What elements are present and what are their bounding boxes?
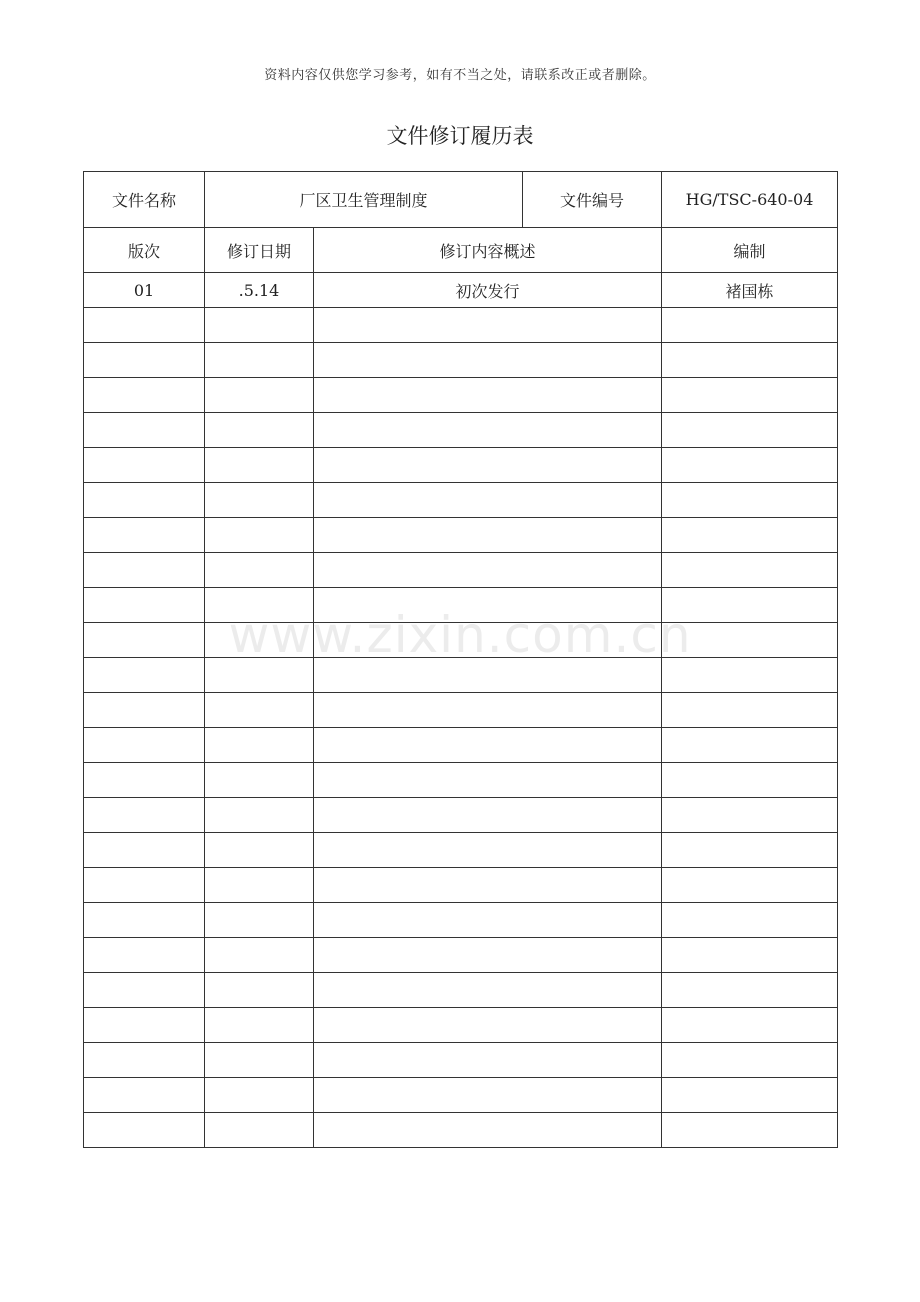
cell-author [662, 343, 838, 378]
table-row [84, 868, 838, 903]
cell-date [205, 1008, 314, 1043]
cell-author [662, 1043, 838, 1078]
cell-summary [314, 483, 662, 518]
cell-version [84, 378, 205, 413]
cell-summary [314, 938, 662, 973]
document-info-row [84, 172, 838, 228]
table-row [84, 308, 838, 343]
cell-author [662, 1008, 838, 1043]
cell-summary [314, 763, 662, 798]
cell-version [84, 483, 205, 518]
cell-date [205, 763, 314, 798]
cell-version [84, 413, 205, 448]
disclaimer-notice: 资料内容仅供您学习参考，如有不当之处，请联系改正或者删除。 [264, 68, 656, 83]
table-row [84, 833, 838, 868]
header-version: 版次 [84, 228, 205, 273]
watermark: www.zixin.com.cn [228, 606, 692, 664]
cell-author: 褚国栋 [662, 273, 838, 308]
cell-author [662, 763, 838, 798]
cell-date [205, 378, 314, 413]
document-name-label: 文件名称 [84, 172, 205, 228]
cell-summary [314, 448, 662, 483]
table-row [84, 728, 838, 763]
cell-author [662, 728, 838, 763]
cell-date [205, 623, 314, 658]
cell-author [662, 798, 838, 833]
cell-author [662, 623, 838, 658]
cell-date [205, 1113, 314, 1148]
cell-summary [314, 728, 662, 763]
cell-author [662, 553, 838, 588]
cell-author [662, 308, 838, 343]
cell-summary [314, 1113, 662, 1148]
table-row [84, 483, 838, 518]
table-row [84, 518, 838, 553]
cell-date: .5.14 [205, 273, 314, 308]
table-row [84, 763, 838, 798]
cell-summary [314, 308, 662, 343]
cell-version [84, 903, 205, 938]
cell-author [662, 903, 838, 938]
cell-author [662, 833, 838, 868]
cell-summary [314, 343, 662, 378]
cell-author [662, 518, 838, 553]
table-row [84, 693, 838, 728]
cell-version [84, 1078, 205, 1113]
table-row [84, 903, 838, 938]
cell-author [662, 658, 838, 693]
header-date: 修订日期 [205, 228, 314, 273]
cell-summary [314, 868, 662, 903]
table-row [84, 798, 838, 833]
header-author: 编制 [662, 228, 838, 273]
cell-version [84, 833, 205, 868]
cell-author [662, 448, 838, 483]
cell-date [205, 308, 314, 343]
cell-author [662, 378, 838, 413]
table-row [84, 623, 838, 658]
table-row [84, 1008, 838, 1043]
cell-date [205, 483, 314, 518]
header-summary: 修订内容概述 [314, 228, 662, 273]
table-row [84, 413, 838, 448]
table-row [84, 938, 838, 973]
cell-summary [314, 693, 662, 728]
cell-author [662, 1113, 838, 1148]
cell-summary [314, 623, 662, 658]
cell-date [205, 938, 314, 973]
cell-version [84, 763, 205, 798]
table-row [84, 553, 838, 588]
cell-summary [314, 973, 662, 1008]
table-row [84, 1078, 838, 1113]
table-row [84, 973, 838, 1008]
cell-author [662, 413, 838, 448]
cell-summary [314, 413, 662, 448]
document-number-label: 文件编号 [523, 172, 662, 228]
cell-summary [314, 798, 662, 833]
cell-author [662, 588, 838, 623]
cell-version [84, 448, 205, 483]
cell-version [84, 973, 205, 1008]
cell-version [84, 658, 205, 693]
cell-date [205, 903, 314, 938]
cell-version [84, 1008, 205, 1043]
header-row [84, 228, 838, 273]
cell-version [84, 588, 205, 623]
cell-summary [314, 1043, 662, 1078]
cell-summary [314, 378, 662, 413]
cell-date [205, 833, 314, 868]
table-row [84, 378, 838, 413]
cell-date [205, 1078, 314, 1113]
cell-version [84, 308, 205, 343]
cell-summary [314, 903, 662, 938]
cell-summary [314, 1078, 662, 1113]
cell-date [205, 798, 314, 833]
cell-version [84, 1113, 205, 1148]
cell-author [662, 693, 838, 728]
cell-author [662, 973, 838, 1008]
cell-date [205, 693, 314, 728]
cell-version [84, 553, 205, 588]
cell-date [205, 1043, 314, 1078]
cell-summary [314, 1008, 662, 1043]
cell-summary [314, 833, 662, 868]
cell-version [84, 623, 205, 658]
table-row [84, 588, 838, 623]
document-number-value: HG/TSC-640-04 [662, 172, 838, 228]
cell-date [205, 728, 314, 763]
table-row [84, 273, 838, 308]
table-row [84, 1113, 838, 1148]
table-row [84, 1043, 838, 1078]
cell-version [84, 728, 205, 763]
cell-date [205, 413, 314, 448]
table-row [84, 343, 838, 378]
cell-date [205, 973, 314, 1008]
cell-summary [314, 553, 662, 588]
table-row [84, 448, 838, 483]
table-row [84, 658, 838, 693]
cell-summary: 初次发行 [314, 273, 662, 308]
document-name-value: 厂区卫生管理制度 [205, 172, 523, 228]
cell-date [205, 553, 314, 588]
cell-version [84, 693, 205, 728]
cell-date [205, 868, 314, 903]
cell-version [84, 798, 205, 833]
cell-version [84, 343, 205, 378]
cell-author [662, 868, 838, 903]
cell-date [205, 448, 314, 483]
cell-author [662, 938, 838, 973]
cell-date [205, 343, 314, 378]
cell-summary [314, 518, 662, 553]
page-title: 文件修订履历表 [386, 124, 534, 148]
cell-date [205, 518, 314, 553]
cell-version [84, 1043, 205, 1078]
cell-version [84, 868, 205, 903]
cell-author [662, 483, 838, 518]
cell-date [205, 588, 314, 623]
cell-version [84, 518, 205, 553]
cell-summary [314, 658, 662, 693]
cell-version: 01 [84, 273, 205, 308]
revision-history-table [83, 171, 838, 1148]
cell-author [662, 1078, 838, 1113]
cell-date [205, 658, 314, 693]
cell-summary [314, 588, 662, 623]
cell-version [84, 938, 205, 973]
